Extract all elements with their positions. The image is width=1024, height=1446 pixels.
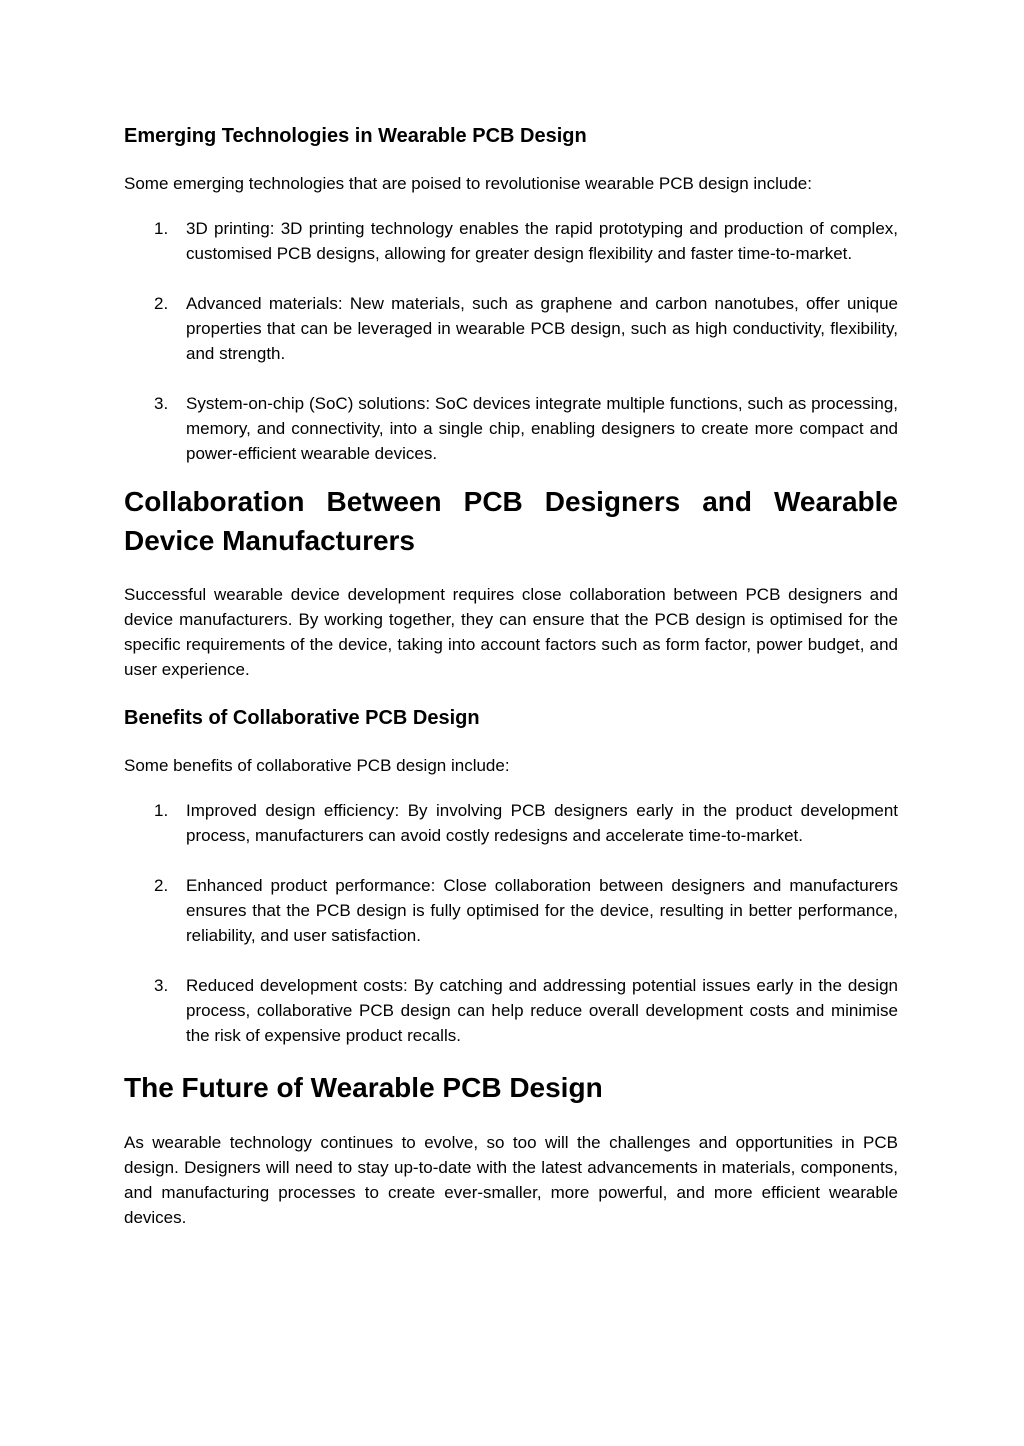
list-item-number: 1. — [154, 219, 169, 238]
section-heading-future: The Future of Wearable PCB Design — [124, 1072, 603, 1103]
list-item-text: Reduced development costs: By catching and addressing potential issues early in the design process, collaborative PCB design can help reduce overall development costs and minimise the risk of expensive product recalls. — [186, 976, 898, 1045]
list-item-number: 2. — [154, 294, 169, 313]
subheading-benefits: Benefits of Collaborative PCB Design — [124, 707, 480, 729]
future-paragraph: As wearable technology continues to evolve, so too will the challenges and opportunities in PCB design. Designers will need to stay up-to-date with the latest advancements in materials, components, and manufacturing processes to create ever-smaller, more powerful, and more efficient wearable devices. — [124, 1133, 898, 1227]
benefits-list — [124, 798, 898, 1048]
collaboration-paragraph: Successful wearable device development requires close collaboration between PCB designers and device manufacturers. By working together, they can ensure that the PCB design is optimised for the specific requirements of the device, taking into account factors such as form factor, power budget, and user experience. — [124, 585, 898, 679]
list-item-number: 1. — [154, 801, 169, 820]
list-item — [124, 873, 898, 948]
list-item-number: 2. — [154, 876, 169, 895]
document-page — [124, 122, 898, 1230]
list-item — [124, 216, 898, 266]
list-item — [124, 798, 898, 848]
list-item — [124, 291, 898, 366]
section-heading-emerging-technologies: Emerging Technologies in Wearable PCB Design — [124, 125, 587, 147]
benefits-intro: Some benefits of collaborative PCB design include: — [124, 756, 510, 775]
section-heading-collaboration: Collaboration Between PCB Designers and Wearable Device Manufacturers — [124, 486, 898, 556]
list-item-text: System-on-chip (SoC) solutions: SoC devices integrate multiple functions, such as processing, memory, and connectivity, into a single chip, enabling designers to create more compact and power-efficient wearable devices. — [186, 394, 898, 463]
list-item-text: Improved design efficiency: By involving PCB designers early in the product development process, manufacturers can avoid costly redesigns and accelerate time-to-market. — [186, 801, 898, 845]
list-item-number: 3. — [154, 976, 169, 995]
section-intro: Some emerging technologies that are poised to revolutionise wearable PCB design include: — [124, 174, 812, 193]
technologies-list — [124, 216, 898, 466]
list-item-text: Advanced materials: New materials, such as graphene and carbon nanotubes, offer unique properties that can be leveraged in wearable PCB design, such as high conductivity, flexibility, and strength. — [186, 294, 898, 363]
list-item-text: Enhanced product performance: Close collaboration between designers and manufacturers ensures that the PCB design is fully optimised for the device, resulting in better performance, reliability, and user satisfaction. — [186, 876, 898, 945]
list-item — [124, 973, 898, 1048]
list-item-number: 3. — [154, 394, 169, 413]
list-item-text: 3D printing: 3D printing technology enables the rapid prototyping and production of complex, customised PCB designs, allowing for greater design flexibility and faster time-to-market. — [186, 219, 898, 263]
list-item — [124, 391, 898, 466]
